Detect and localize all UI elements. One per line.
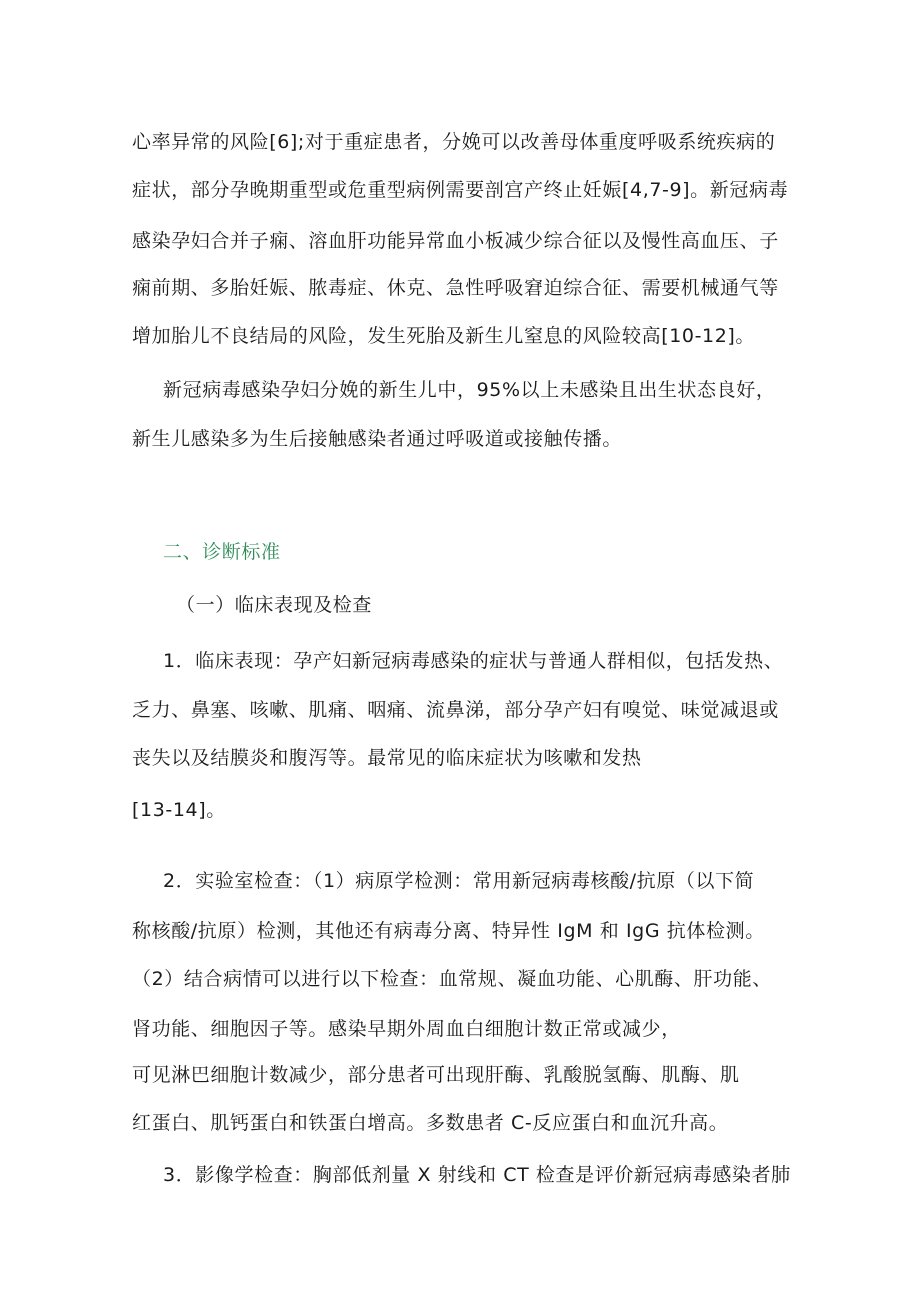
- text-line: （2）结合病情可以进行以下检查：血常规、凝血功能、心肌酶、肝功能、: [132, 968, 772, 990]
- text-line: 乏力、鼻塞、咳嗽、肌痛、咽痛、流鼻涕，部分孕产妇有嗅觉、味觉减退或: [132, 699, 779, 721]
- text-line: 丧失以及结膜炎和腹泻等。最常见的临床症状为咳嗽和发热: [132, 747, 642, 769]
- text-line: 新生儿感染多为生后接触感染者通过呼吸道或接触传播。: [132, 428, 623, 450]
- subsection-heading: （一）临床表现及检查: [176, 594, 373, 616]
- citation-line: [13-14]。: [132, 799, 226, 821]
- text-line: 新冠病毒感染孕妇分娩的新生儿中，95%以上未感染且出生状态良好，: [163, 379, 776, 401]
- text-line: 红蛋白、肌钙蛋白和铁蛋白增高。多数患者 C-反应蛋白和血沉升高。: [132, 1112, 729, 1134]
- text-line: 1．临床表现：孕产妇新冠病毒感染的症状与普通人群相似，包括发热、: [163, 650, 784, 672]
- text-line: 肾功能、细胞因子等。感染早期外周血白细胞计数正常或减少，: [132, 1018, 681, 1040]
- text-line: 3．影像学检查：胸部低剂量 X 射线和 CT 检查是评价新冠病毒感染者肺: [163, 1164, 791, 1186]
- text-line: 可见淋巴细胞计数减少，部分患者可出现肝酶、乳酸脱氢酶、肌酶、肌: [132, 1064, 740, 1086]
- text-line: 症状，部分孕晚期重型或危重型病例需要剖宫产终止妊娠[4,7-9]。新冠病毒: [132, 179, 789, 201]
- text-line: 称核酸/抗原）检测，其他还有病毒分离、特异性 IgM 和 IgG 抗体检测。: [132, 920, 765, 942]
- text-line: 2．实验室检查：（1）病原学检测：常用新冠病毒核酸/抗原（以下简: [163, 870, 755, 892]
- text-line: 增加胎儿不良结局的风险，发生死胎及新生儿窒息的风险较高[10-12]。: [132, 325, 756, 347]
- text-line: 痫前期、多胎妊娠、脓毒症、休克、急性呼吸窘迫综合征、需要机械通气等: [132, 277, 779, 299]
- text-line: 心率异常的风险[6];对于重症患者，分娩可以改善母体重度呼吸系统疾病的: [132, 131, 776, 153]
- text-line: 感染孕妇合并子痫、溶血肝功能异常血小板减少综合征以及慢性高血压、子: [132, 230, 779, 252]
- section-heading: 二、诊断标准: [163, 541, 281, 563]
